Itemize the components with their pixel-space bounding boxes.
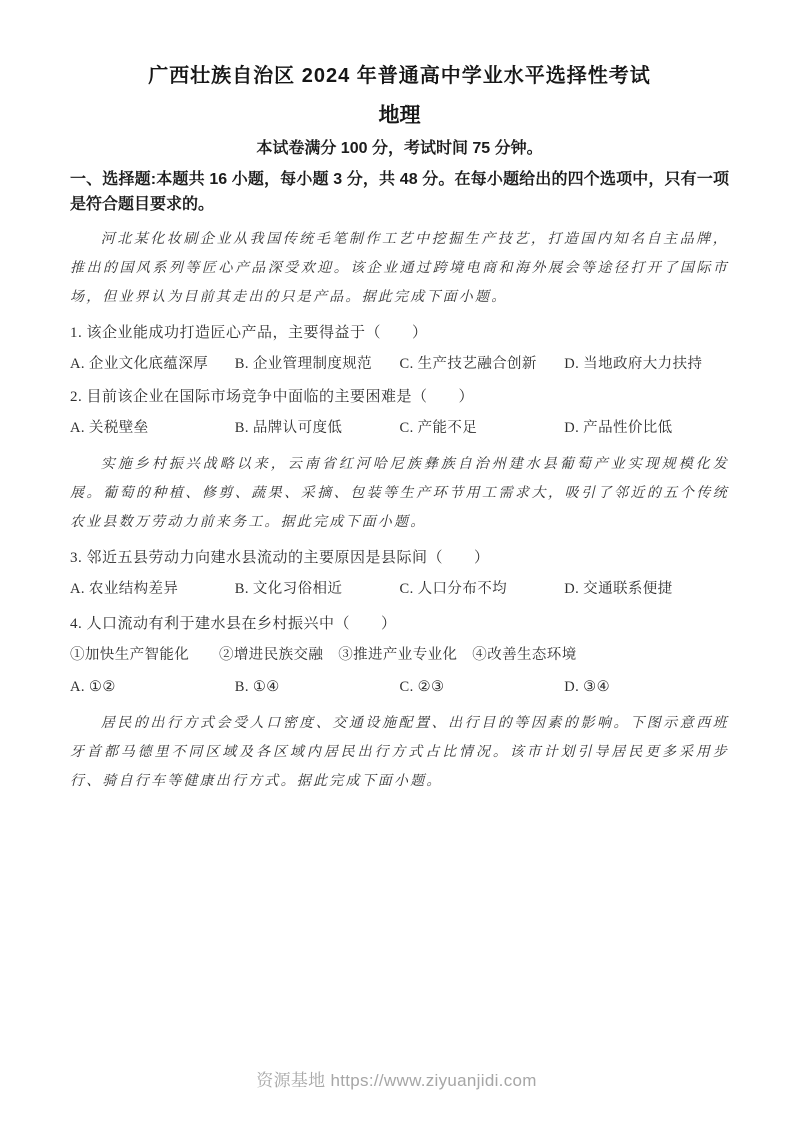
question-3-option-c: C. 人口分布不均 <box>399 581 508 597</box>
question-1-option-c: C. 生产技艺融合创新 <box>399 356 537 372</box>
question-3-option-b: B. 文化习俗相近 <box>234 581 343 597</box>
question-2 <box>70 388 729 438</box>
question-1-option-a: A. 企业文化底蕴深厚 <box>70 356 209 372</box>
question-4-options <box>70 678 729 697</box>
question-4-option-a: A. ①② <box>70 679 116 695</box>
question-3-option-a: A. 农业结构差异 <box>70 581 179 597</box>
question-2-options <box>70 419 729 438</box>
question-4 <box>70 615 729 697</box>
question-4-option-c: C. ②③ <box>399 679 445 695</box>
question-4-stem: 4. 人口流动有利于建水县在乡村振兴中（ ） <box>70 616 397 632</box>
question-1-options <box>70 355 729 374</box>
question-2-stem: 2. 目前该企业在国际市场竞争中面临的主要困难是（ ） <box>70 389 475 405</box>
question-1-option-d: D. 当地政府大力扶持 <box>564 356 703 372</box>
passage-grape-industry: 实施乡村振兴战略以来，云南省红河哈尼族彝族自治州建水县葡萄产业实现规模化发展。葡萄的种植、修剪、蔬果、采摘、包装等生产环节用工需求大，吸引了邻近的五个传统农业县数万劳动力前来务工。据此完成下面小题。 <box>70 457 729 530</box>
exam-info: 本试卷满分 100 分，考试时间 75 分钟。 <box>256 140 543 157</box>
question-1 <box>70 324 729 374</box>
question-3-option-d: D. 交通联系便捷 <box>564 581 673 597</box>
footer-watermark <box>0 1070 793 1092</box>
question-3 <box>70 549 729 599</box>
passage-cosmetic-brush: 河北某化妆刷企业从我国传统毛笔制作工艺中挖掘生产技艺，打造国内知名自主品牌，推出的国风系列等匠心产品深受欢迎。该企业通过跨境电商和海外展会等途径打开了国际市场，但业界认为目前其走出的只是产品。据此完成下面小题。 <box>70 232 729 305</box>
section-one-heading: 一、选择题:本题共 16 小题，每小题 3 分，共 48 分。在每小题给出的四个选项中，只有一项是符合题目要求的。 <box>70 171 729 213</box>
question-1-stem: 1. 该企业能成功打造匠心产品，主要得益于（ ） <box>70 325 428 341</box>
question-2-option-a: A. 关税壁垒 <box>70 420 149 436</box>
question-3-stem: 3. 邻近五县劳动力向建水县流动的主要原因是县际间（ ） <box>70 550 490 566</box>
question-4-numbered-items: ①加快生产智能化 ②增进民族交融 ③推进产业专业化 ④改善生态环境 <box>70 647 577 663</box>
question-2-option-d: D. 产品性价比低 <box>564 420 673 436</box>
question-4-option-d: D. ③④ <box>564 679 610 695</box>
passage-madrid-travel: 居民的出行方式会受人口密度、交通设施配置、出行目的等因素的影响。下图示意西班牙首都马德里不同区域及各区域内居民出行方式占比情况。该市计划引导居民更多采用步行、骑自行车等健康出行方式。据此完成下面小题。 <box>70 716 729 789</box>
footer-site-link[interactable]: 资源基地 https://www.ziyuanjidi.com <box>256 1071 537 1090</box>
question-2-option-b: B. 品牌认可度低 <box>234 420 343 436</box>
question-2-option-c: C. 产能不足 <box>399 420 478 436</box>
question-1-option-b: B. 企业管理制度规范 <box>234 356 373 372</box>
question-4-option-b: B. ①④ <box>234 679 280 695</box>
exam-title: 广西壮族自治区 2024 年普通高中学业水平选择性考试 <box>148 65 651 87</box>
question-3-options <box>70 580 729 599</box>
exam-subject: 地理 <box>378 104 421 127</box>
